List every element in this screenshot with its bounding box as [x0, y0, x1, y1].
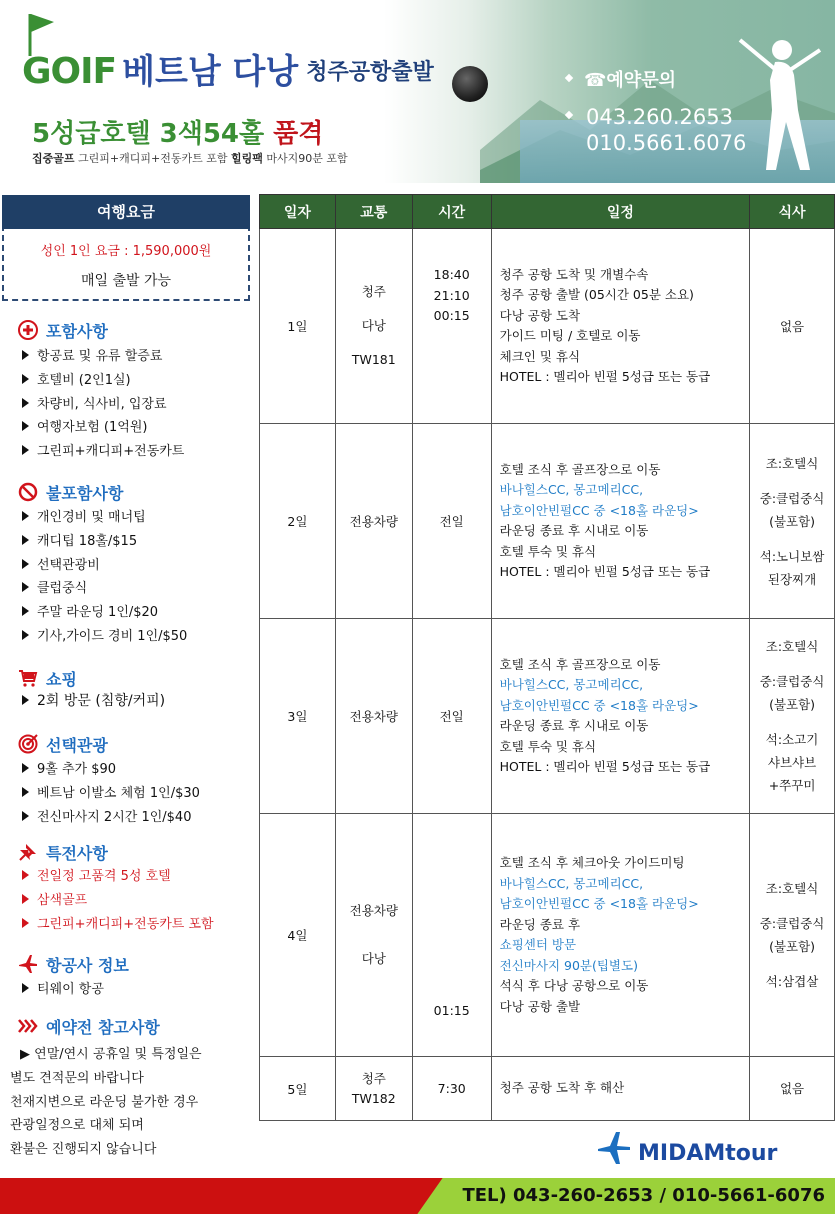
airplane-logo-icon	[596, 1130, 632, 1166]
time-line: 18:40	[433, 267, 470, 282]
footer-tel[interactable]: TEL) 043-260-2653 / 010-5661-6076	[462, 1185, 825, 1206]
list-item-text: 삼색골프	[37, 892, 88, 908]
fee-header: 여행요금	[2, 195, 250, 229]
triangle-bullet-icon	[22, 350, 29, 360]
list-item-text: 항공료 및 유류 할증료	[37, 349, 163, 364]
header-banner	[0, 0, 835, 183]
notes-line: 별도 견적문의 바랍니다	[10, 1070, 144, 1086]
special-list	[22, 865, 214, 936]
transport-line: 전용차량	[349, 903, 398, 918]
meal-line: (불포함)	[769, 697, 816, 712]
subtitle-main: 5성급호텔 3색54홀	[32, 119, 274, 149]
section-special-label: 특전사항	[46, 844, 108, 863]
list-item	[22, 865, 214, 889]
list-item	[22, 345, 184, 369]
meal-line: +쭈꾸미	[768, 778, 816, 793]
time-line: 00:15	[433, 308, 470, 323]
notes-line: 관광일정으로 대체 되며	[10, 1118, 144, 1134]
meal-line: 조:호텔식	[765, 881, 819, 896]
section-special-title	[18, 841, 108, 864]
meal-line: 조:호텔식	[765, 639, 819, 654]
list-item-text: 전일정 고품격 5성 호텔	[37, 869, 171, 884]
triangle-bullet-icon	[22, 374, 29, 384]
meal-cell	[750, 619, 835, 814]
time-line: 21:10	[433, 287, 470, 303]
triangle-bullet-icon	[22, 787, 29, 797]
schedule-line: 호텔 투숙 및 휴식	[499, 738, 597, 754]
note-text-2: 마사지90분 포함	[262, 152, 348, 165]
schedule-line: 석식 후 다낭 공항으로 이동	[499, 978, 649, 993]
meal-line: 중:클럽중식	[759, 490, 825, 506]
target-icon	[18, 734, 38, 754]
list-item-text: 차량비, 식사비, 입장료	[37, 396, 167, 412]
transport-line: 청주	[361, 284, 386, 299]
triangle-bullet-icon	[22, 918, 29, 928]
meal-line: 조:호텔식	[765, 455, 819, 471]
schedule-cell: 청주 공항 도착 후 해산	[491, 1057, 749, 1121]
list-item-text: 9홀 추가 $90	[37, 762, 117, 777]
golf-ball-icon	[452, 66, 488, 102]
schedule-cell	[491, 229, 749, 424]
triangle-bullet-icon	[22, 811, 29, 821]
airline-list	[22, 978, 104, 1002]
meal-line: 석:삼겹살	[765, 974, 819, 989]
schedule-line: HOTEL : 멜리아 빈펄 5성급 또는 동급	[499, 759, 711, 774]
time-cell	[412, 229, 491, 424]
triangle-bullet-icon	[22, 894, 29, 904]
day-cell: 4일	[260, 814, 336, 1057]
transport-line: 다낭	[361, 951, 386, 966]
section-optional-title	[18, 733, 108, 756]
schedule-line: HOTEL : 멜리아 빈펄 5성급 또는 동급	[499, 564, 711, 579]
notes-line: 환불은 진행되지 않습니다	[10, 1142, 157, 1158]
transport-line: 다낭	[361, 318, 386, 333]
list-item-text: 2회 방문 (침향/커피)	[37, 693, 166, 709]
note-bold-2: 힐링팩	[230, 152, 263, 165]
departure-text: 청주공항출발	[306, 60, 434, 85]
schedule-line: 호텔 조식 후 골프장으로 이동	[499, 656, 661, 672]
transport-line: TW181	[351, 352, 396, 367]
list-item	[22, 393, 184, 417]
schedule-line: 호텔 투숙 및 휴식	[499, 543, 597, 559]
airplane-icon	[18, 954, 38, 974]
shopping-cart-icon	[18, 668, 38, 688]
list-item-text: 그린피+캐디피+전동카트	[37, 444, 185, 460]
fee-price: 성인 1인 요금 : 1,590,000원	[40, 244, 212, 259]
schedule-line: 바나힐스CC, 몽고메리CC,	[499, 677, 644, 692]
transport-cell	[335, 814, 412, 1057]
reserve-label: ☎예약문의	[584, 70, 676, 91]
list-item-text: 선택관광비	[37, 557, 100, 573]
schedule-line: 다낭 공항 도착	[499, 307, 581, 323]
schedule-line: 가이드 미팅 / 호텔로 이동	[499, 328, 641, 343]
banner-subtitle	[32, 113, 323, 150]
table-row	[260, 1057, 835, 1121]
table-row	[260, 814, 835, 1057]
list-item	[22, 530, 187, 554]
list-item	[22, 758, 200, 782]
schedule-line: 라운딩 종료 후 시내로 이동	[499, 523, 649, 538]
schedule-line: 청주 공항 도착 및 개별수속	[499, 266, 649, 282]
time-cell: 전일	[412, 424, 491, 619]
header-transport: 교통	[335, 195, 412, 229]
meal-line: 된장찌개	[767, 571, 817, 587]
list-item-text: 베트남 이발소 체험 1인/$30	[37, 785, 200, 801]
notes-line: ▶ 연말/연시 공휴일 및 특정일은	[20, 1047, 202, 1062]
footer-bar	[0, 1178, 835, 1214]
meal-cell	[750, 814, 835, 1057]
triangle-bullet-icon	[22, 630, 29, 640]
brand-text: GOIF	[22, 51, 117, 92]
subtitle-highlight: 품격	[273, 119, 324, 149]
transport-cell: 전용차량	[335, 619, 412, 814]
phone-2[interactable]: 010.5661.6076	[586, 131, 747, 155]
banner-note	[32, 150, 348, 166]
section-notes-label: 예약전 참고사항	[46, 1018, 160, 1037]
list-item-text: 캐디팁 18홀/$15	[37, 533, 138, 549]
header-time: 시간	[412, 195, 491, 229]
note-text-1: 그린피+캐디피+전동카트 포함	[74, 152, 231, 165]
schedule-cell	[491, 814, 749, 1057]
section-shopping-title	[18, 667, 77, 690]
list-item	[22, 806, 200, 830]
day-cell: 5일	[260, 1057, 336, 1121]
table-header-row	[260, 195, 835, 229]
itinerary-table	[259, 194, 835, 1121]
list-item	[22, 506, 187, 530]
table-row	[260, 229, 835, 424]
section-optional-label: 선택관광	[46, 736, 108, 755]
triangle-bullet-icon	[22, 559, 29, 569]
optional-list	[22, 758, 200, 829]
triangle-bullet-icon	[22, 763, 29, 773]
transport-cell	[335, 1057, 412, 1121]
transport-cell	[335, 229, 412, 424]
triangle-bullet-icon	[22, 695, 29, 705]
schedule-line: 바나힐스CC, 몽고메리CC,	[499, 482, 644, 497]
notes-line: 천재지변으로 라운딩 불가한 경우	[10, 1094, 199, 1110]
included-list	[22, 345, 184, 464]
destination-text: 베트남 다낭	[122, 52, 299, 92]
triangle-bullet-icon	[22, 606, 29, 616]
section-airline-label: 항공사 정보	[46, 956, 129, 975]
excluded-list	[22, 506, 187, 649]
time-cell	[412, 814, 491, 1057]
list-item-text: 전신마사지 2시간 1인/$40	[37, 809, 192, 825]
list-item-text: 주말 라운딩 1인/$20	[37, 605, 159, 621]
schedule-cell	[491, 424, 749, 619]
meal-line: 중:클럽중식	[759, 916, 825, 931]
time-cell: 7:30	[412, 1057, 491, 1121]
meal-line: (불포함)	[769, 513, 816, 529]
schedule-line: 호텔 조식 후 체크아웃 가이드미팅	[499, 855, 685, 870]
section-notes-title	[18, 1015, 160, 1038]
plus-circle-icon	[18, 320, 38, 340]
list-item	[22, 416, 184, 440]
list-item	[22, 889, 214, 913]
prohibited-icon	[18, 482, 38, 502]
list-item-text: 기사,가이드 경비 1인/$50	[37, 628, 188, 644]
schedule-line: 남호이안빈펄CC 중 <18홀 라운딩>	[499, 896, 699, 911]
triangle-bullet-icon	[22, 511, 29, 521]
day-cell: 2일	[260, 424, 336, 619]
meal-line: 석:소고기	[765, 732, 819, 747]
transport-cell: 전용차량	[335, 424, 412, 619]
brand-logo-text: MIDAMtour	[638, 1141, 778, 1166]
meal-line: 중:클럽중식	[759, 674, 825, 689]
meal-line: 샤브샤브	[767, 755, 817, 770]
header-schedule: 일정	[491, 195, 749, 229]
schedule-line: 라운딩 종료 후 시내로 이동	[499, 718, 649, 733]
list-item	[22, 554, 187, 578]
schedule-cell	[491, 619, 749, 814]
schedule-line: 남호이안빈펄CC 중 <18홀 라운딩>	[499, 502, 699, 518]
header-day: 일자	[260, 195, 336, 229]
list-item	[22, 625, 187, 649]
transport-line: 청주	[361, 1070, 386, 1086]
banner-title	[22, 44, 434, 93]
schedule-line: 전신마사지 90분(팁별도)	[499, 957, 638, 973]
section-included-title	[18, 319, 108, 342]
schedule-line: HOTEL : 멜리아 빈펄 5성급 또는 동급	[499, 369, 711, 384]
list-item	[22, 913, 214, 937]
pushpin-icon	[18, 842, 38, 862]
list-item-text: 여행자보험 (1억원)	[37, 420, 148, 436]
list-item-text: 클럽중식	[37, 581, 88, 597]
triangle-bullet-icon	[22, 870, 29, 880]
list-item-text: 호텔비 (2인1실)	[37, 372, 131, 388]
day-cell: 3일	[260, 619, 336, 814]
fee-daily: 매일 출발 가능	[80, 273, 172, 289]
notes-text	[10, 1043, 202, 1162]
schedule-line: 체크인 및 휴식	[499, 348, 581, 364]
section-excluded-label: 불포함사항	[46, 484, 124, 503]
list-item-text: 개인경비 및 매너팁	[37, 510, 146, 525]
schedule-line: 다낭 공항 출발	[499, 998, 581, 1014]
table-row	[260, 424, 835, 619]
meal-line: (불포함)	[769, 939, 816, 954]
time-cell: 전일	[412, 619, 491, 814]
note-bold-1: 집중골프	[32, 152, 75, 165]
list-item	[22, 690, 165, 714]
schedule-line: 쇼핑센터 방문	[499, 937, 577, 952]
triangle-bullet-icon	[22, 445, 29, 455]
list-item	[22, 440, 184, 464]
schedule-line: 라운딩 종료 후	[499, 916, 581, 932]
shopping-list	[22, 690, 165, 714]
section-included-label: 포함사항	[46, 322, 108, 341]
triangle-bullet-icon	[22, 421, 29, 431]
meal-cell	[750, 424, 835, 619]
schedule-line: 호텔 조식 후 골프장으로 이동	[499, 461, 661, 477]
midam-logo	[596, 1130, 777, 1172]
triangle-bullet-icon	[22, 398, 29, 408]
triangle-bullet-icon	[22, 983, 29, 993]
table-row	[260, 619, 835, 814]
triangle-bullet-icon	[22, 582, 29, 592]
schedule-line: 청주 공항 출발 (05시간 05분 소요)	[499, 287, 694, 302]
list-item	[22, 369, 184, 393]
list-item	[22, 601, 187, 625]
section-airline-title	[18, 953, 129, 976]
transport-line: TW182	[351, 1090, 396, 1106]
list-item	[22, 577, 187, 601]
section-shopping-label: 쇼핑	[46, 670, 77, 689]
time-line: 01:15	[433, 1003, 470, 1018]
list-item	[22, 978, 104, 1002]
section-excluded-title	[18, 481, 123, 504]
schedule-line: 남호이안빈펄CC 중 <18홀 라운딩>	[499, 697, 699, 713]
meal-cell: 없음	[750, 1057, 835, 1121]
schedule-line: 바나힐스CC, 몽고메리CC,	[499, 875, 644, 891]
header-meal: 식사	[750, 195, 835, 229]
meal-line: 석:노니보쌈	[759, 548, 825, 564]
list-item	[22, 782, 200, 806]
list-item-text: 티웨이 항공	[37, 982, 104, 997]
phone-1[interactable]: 043.260.2653	[586, 105, 733, 129]
meal-cell: 없음	[750, 229, 835, 424]
list-item-text: 그린피+캐디피+전동카트 포함	[37, 916, 214, 932]
day-cell: 1일	[260, 229, 336, 424]
chevrons-right-icon	[18, 1016, 38, 1036]
triangle-bullet-icon	[22, 535, 29, 545]
golfer-silhouette-image	[720, 30, 830, 180]
